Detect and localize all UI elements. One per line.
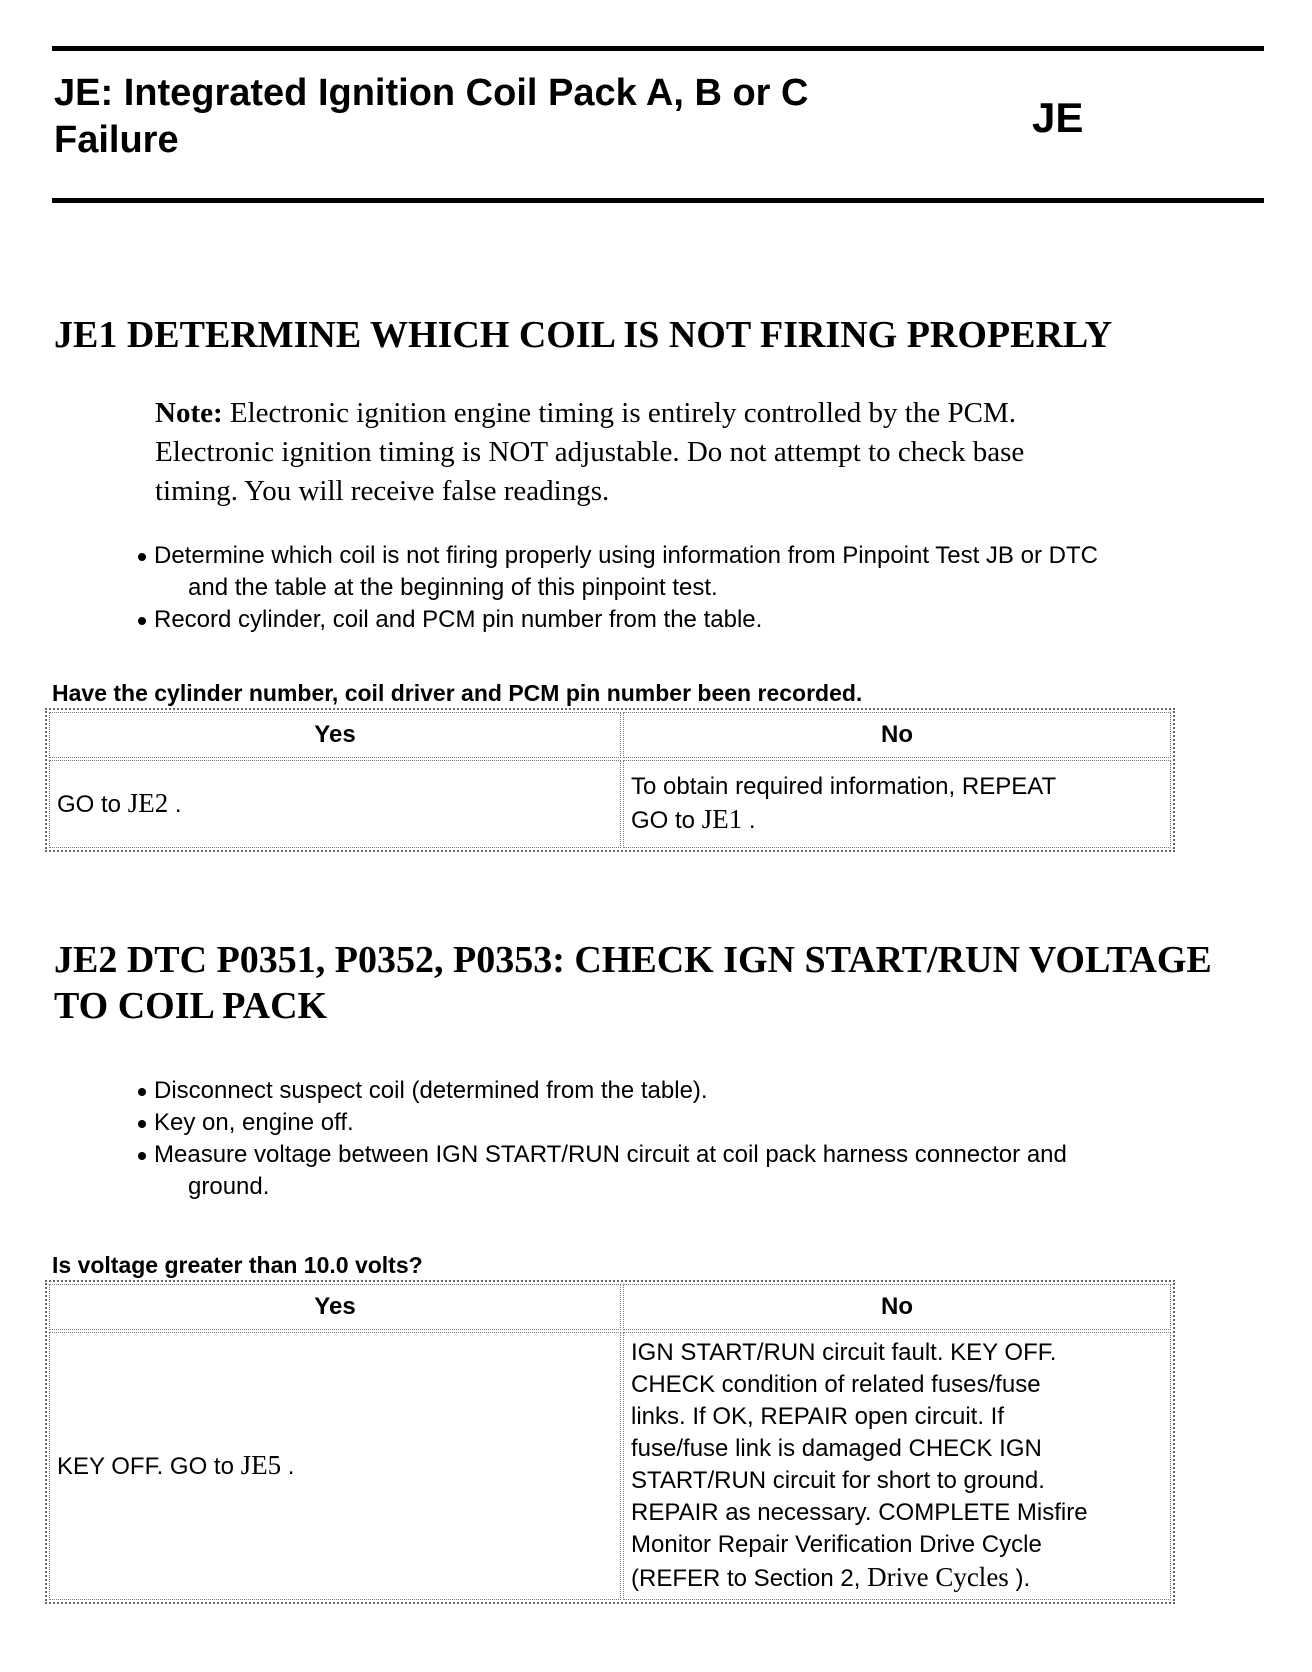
yes-suffix: .	[281, 1453, 295, 1480]
list-item	[136, 540, 1276, 604]
no-suffix: .	[742, 807, 756, 834]
go-to-je2-link[interactable]: JE2	[127, 788, 169, 818]
step-text-continued: ground.	[188, 1173, 270, 1200]
page-title-line-1: JE: Integrated Ignition Coil Pack A, B or C	[54, 72, 809, 114]
no-suffix: ).	[1008, 1565, 1031, 1592]
page-title-line-2: Failure	[54, 119, 179, 161]
je2-heading	[54, 937, 1284, 1029]
table-row	[49, 1332, 1171, 1600]
je1-decision-table	[45, 708, 1175, 852]
je2-heading-line-1: JE2 DTC P0351, P0352, P0353: CHECK IGN START/RUN VOLTAGE	[54, 939, 1212, 981]
bullet-icon	[138, 1152, 146, 1160]
bullet-icon	[138, 617, 146, 625]
step-text-continued: and the table at the beginning of this pinpoint test.	[188, 574, 718, 601]
no-text-line: Monitor Repair Verification Drive Cycle	[631, 1531, 1042, 1558]
step-text: Key on, engine off.	[154, 1109, 354, 1136]
list-item	[136, 604, 1276, 636]
header-top-rule	[52, 46, 1264, 51]
je2-heading-line-2: TO COIL PACK	[54, 985, 328, 1027]
table-header-row	[49, 1284, 1171, 1330]
table-header-row	[49, 712, 1171, 758]
no-cell	[623, 760, 1171, 848]
je2-steps-list	[136, 1075, 1276, 1203]
bullet-icon	[138, 553, 146, 561]
no-header: No	[623, 712, 1171, 758]
yes-cell	[49, 1332, 621, 1600]
step-text: Determine which coil is not firing properly using information from Pinpoint Test JB or DTC	[154, 542, 1098, 569]
yes-header: Yes	[49, 1284, 621, 1330]
no-text-line: links. If OK, REPAIR open circuit. If	[631, 1403, 1005, 1430]
no-text-line-1: To obtain required information, REPEAT	[631, 773, 1057, 800]
je2-question: Is voltage greater than 10.0 volts?	[52, 1252, 423, 1278]
section-code: JE	[1032, 94, 1084, 141]
yes-header: Yes	[49, 712, 621, 758]
drive-cycles-link[interactable]: Drive Cycles	[867, 1562, 1009, 1592]
bullet-icon	[138, 1120, 146, 1128]
go-to-je5-link[interactable]: JE5	[240, 1450, 282, 1480]
no-text-line: fuse/fuse link is damaged CHECK IGN	[631, 1435, 1042, 1462]
yes-text: GO to	[57, 791, 128, 818]
list-item	[136, 1139, 1276, 1203]
je1-heading: JE1 DETERMINE WHICH COIL IS NOT FIRING PROPERLY	[54, 314, 1113, 356]
header-bottom-rule	[52, 198, 1264, 203]
step-text: Disconnect suspect coil (determined from the table).	[154, 1077, 708, 1104]
note-label: Note:	[155, 397, 223, 429]
step-text: Record cylinder, coil and PCM pin number from the table.	[154, 606, 763, 633]
no-text-line: (REFER to Section 2,	[631, 1565, 868, 1592]
no-text-line: IGN START/RUN circuit fault. KEY OFF.	[631, 1339, 1057, 1366]
bullet-icon	[138, 1088, 146, 1096]
no-text-line-2: GO to	[631, 807, 702, 834]
je1-steps-list	[136, 540, 1276, 636]
yes-suffix: .	[168, 791, 182, 818]
no-text-line: START/RUN circuit for short to ground.	[631, 1467, 1045, 1494]
list-item	[136, 1107, 1276, 1139]
je1-question: Have the cylinder number, coil driver and PCM pin number been recorded.	[52, 680, 863, 706]
page-title	[54, 70, 954, 164]
no-text-line: CHECK condition of related fuses/fuse	[631, 1371, 1041, 1398]
yes-text: KEY OFF. GO to	[57, 1453, 241, 1480]
no-cell	[623, 1332, 1171, 1600]
list-item	[136, 1075, 1276, 1107]
note-line-1: Electronic ignition engine timing is entirely controlled by the PCM.	[229, 397, 1016, 429]
note-line-3: timing. You will receive false readings.	[155, 475, 610, 507]
go-to-je1-link[interactable]: JE1	[701, 804, 743, 834]
je2-decision-table	[45, 1280, 1175, 1604]
no-header: No	[623, 1284, 1171, 1330]
note-line-2: Electronic ignition timing is NOT adjustable. Do not attempt to check base	[155, 436, 1025, 468]
je1-note	[155, 394, 1185, 511]
no-text-line: REPAIR as necessary. COMPLETE Misfire	[631, 1499, 1088, 1526]
table-row	[49, 760, 1171, 848]
step-text: Measure voltage between IGN START/RUN circuit at coil pack harness connector and	[154, 1141, 1067, 1168]
yes-cell	[49, 760, 621, 848]
